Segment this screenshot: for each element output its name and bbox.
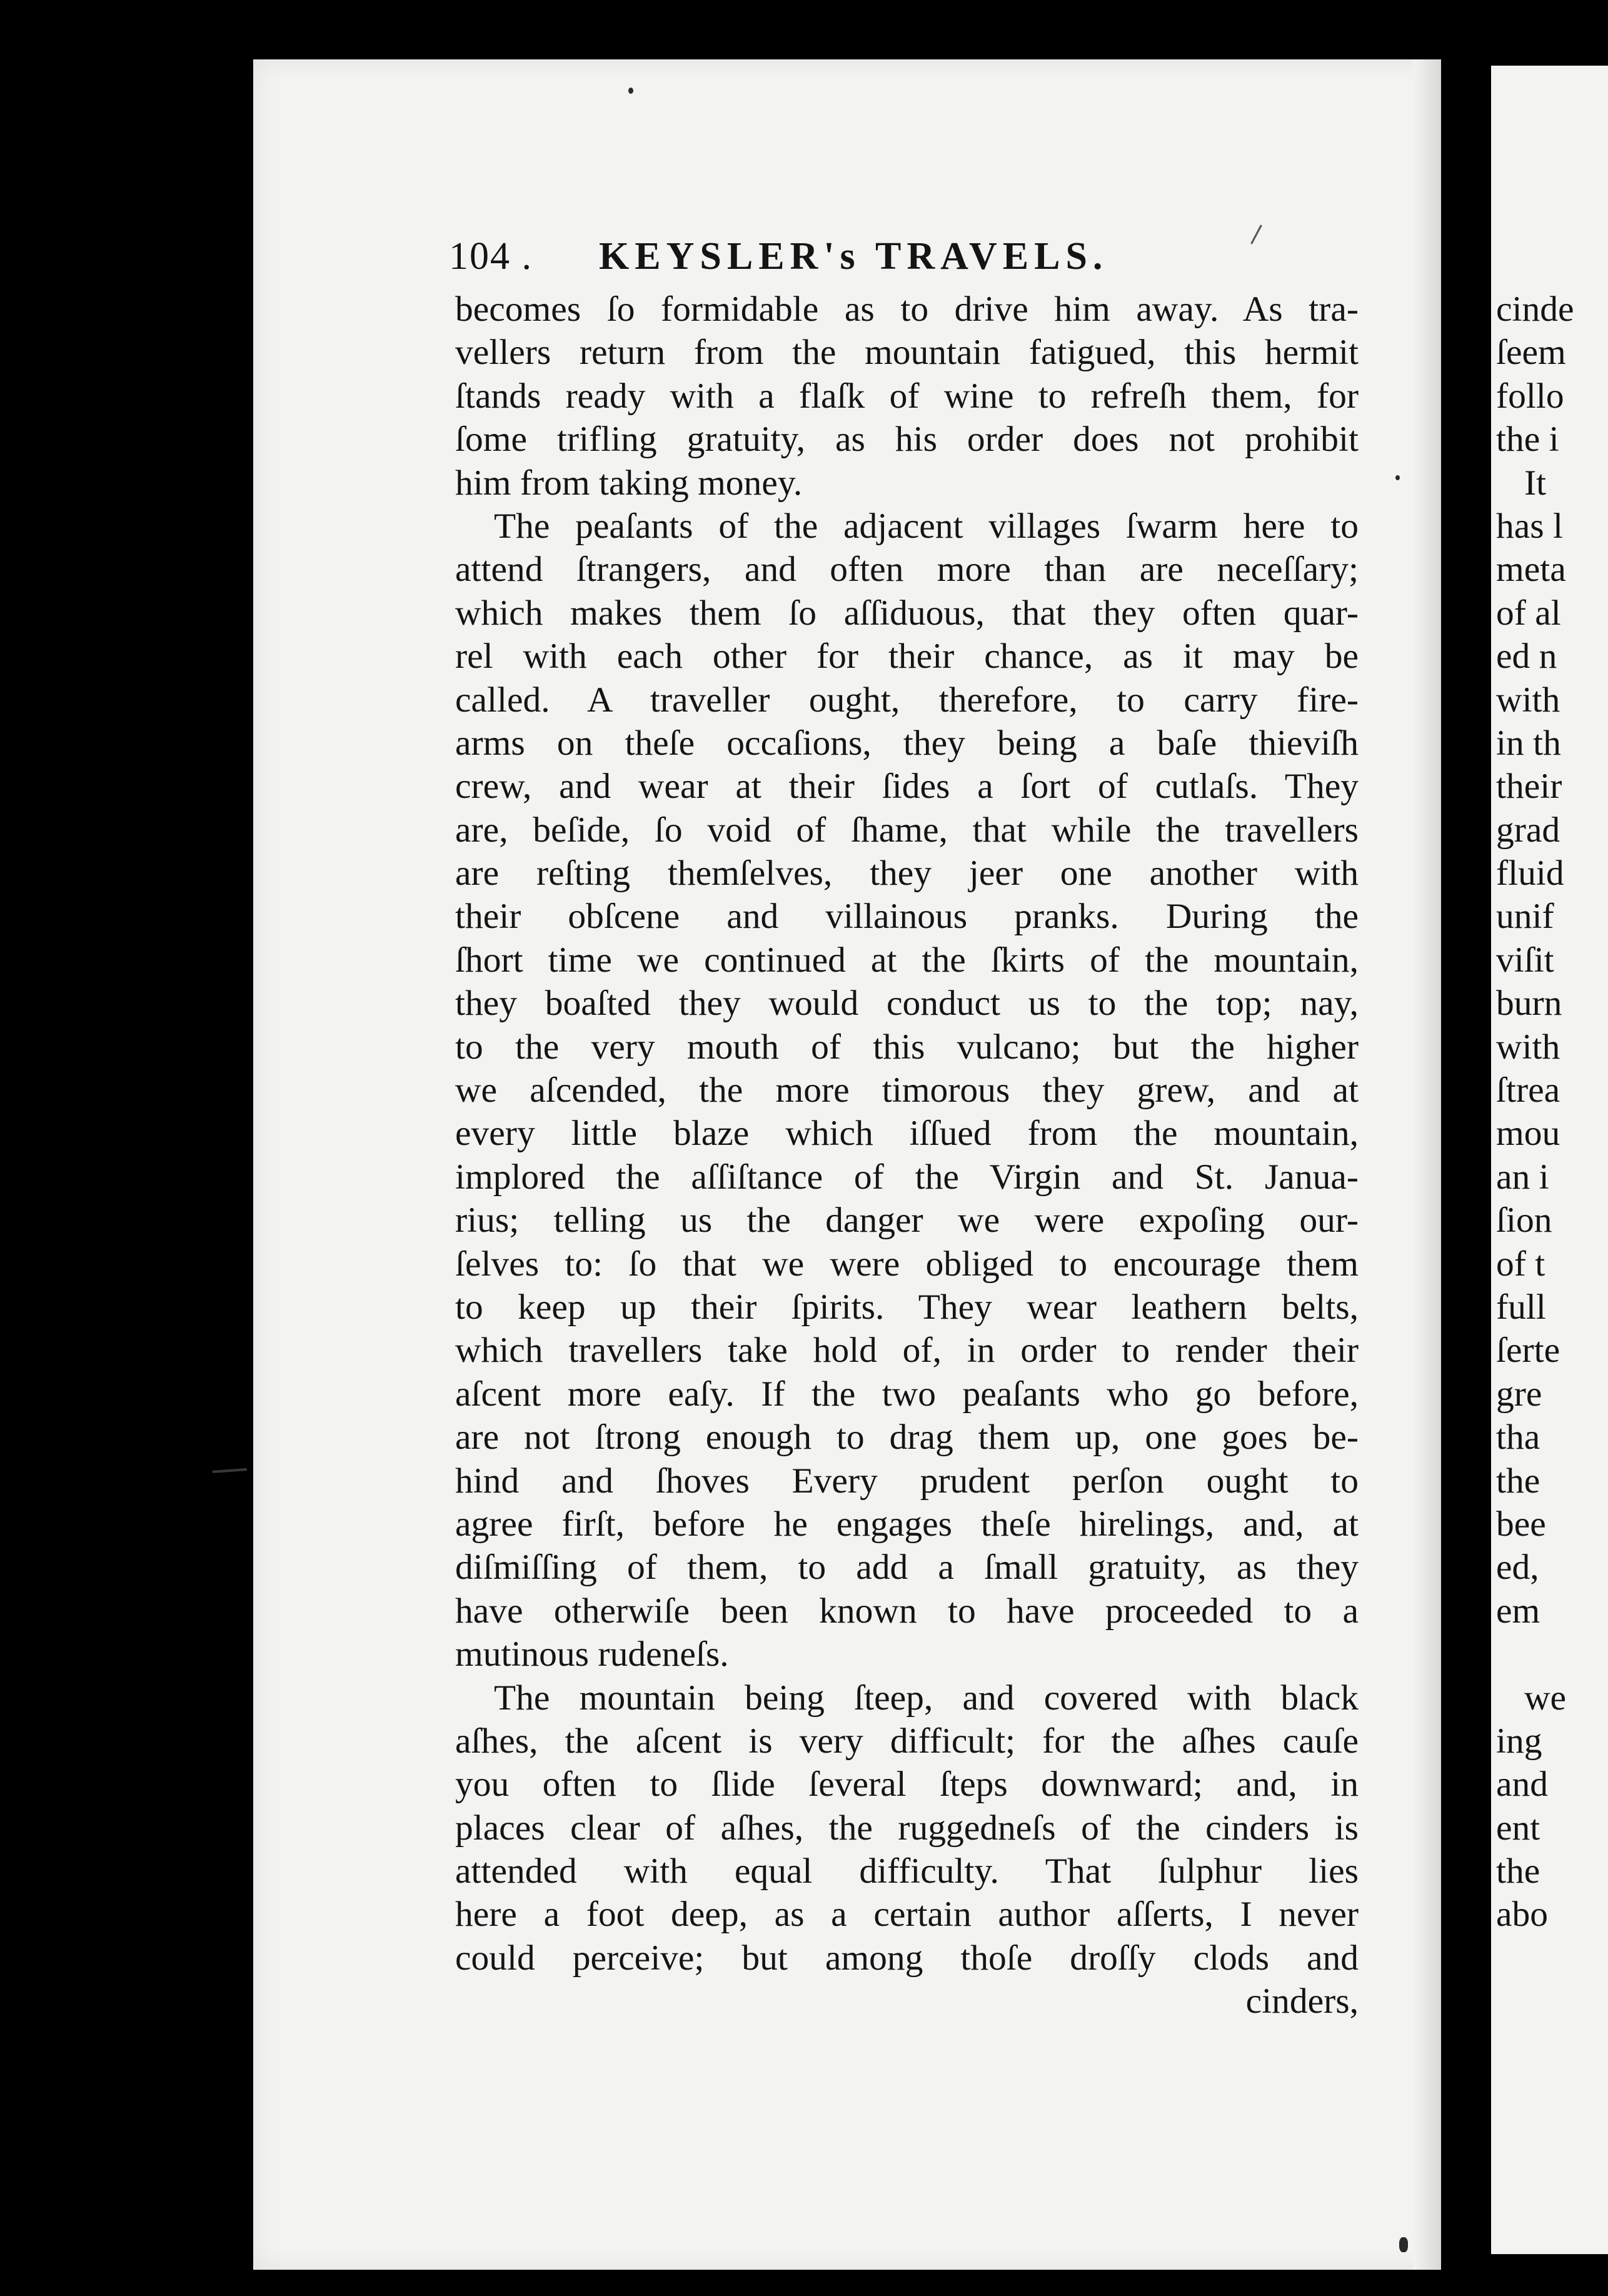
text-line: ſeem xyxy=(1496,333,1566,373)
text-line: mutinous rudeneſs. xyxy=(455,1634,729,1674)
text-line: viſit xyxy=(1496,940,1554,980)
text-line: burn xyxy=(1496,984,1562,1024)
text-line: to the very mouth of this vulcano; but the higher xyxy=(455,1027,1359,1067)
text-line: has l xyxy=(1496,506,1563,546)
text-line: you often to ſlide ſeveral ſteps downward; and, in xyxy=(455,1765,1359,1805)
catchword: cinders, xyxy=(1245,1981,1359,2022)
text-line: to keep up their ſpirits. They wear leathern belts, xyxy=(455,1287,1359,1327)
text-line: becomes ſo formidable as to drive him away. As tra- xyxy=(455,290,1359,329)
text-line: which travellers take hold of, in order to render their xyxy=(455,1331,1359,1371)
ink-stroke xyxy=(213,1468,247,1473)
text-line: the xyxy=(1496,1461,1540,1501)
body-text xyxy=(455,288,1359,2023)
running-title: KEYSLER's TRAVELS. xyxy=(599,235,1108,278)
text-line: their xyxy=(1496,767,1562,807)
text-line: have otherwiſe been known to have proceeded to a xyxy=(455,1591,1359,1631)
text-line: rius; telling us the danger we were expoſing our- xyxy=(455,1201,1359,1241)
text-line: and xyxy=(1496,1765,1549,1805)
text-line: ſtands ready with a flaſk of wine to refreſh them, for xyxy=(455,376,1359,416)
ink-speck xyxy=(1395,475,1400,480)
text-line: which makes them ſo aſſiduous, that they often quar- xyxy=(455,593,1359,633)
text-line: their obſcene and villainous pranks. During the xyxy=(455,897,1359,937)
text-line: crew, and wear at their ſides a ſort of cutlaſs. They xyxy=(455,767,1359,807)
text-line: The peaſants of the adjacent villages ſwarm here to xyxy=(494,506,1359,546)
text-line: rel with each other for their chance, as it may be xyxy=(455,637,1359,677)
text-line: full xyxy=(1496,1287,1546,1327)
text-line: The mountain being ſteep, and covered with black xyxy=(494,1678,1359,1718)
text-line: with xyxy=(1496,680,1560,720)
text-line: here a foot deep, as a certain author aſſerts, I never xyxy=(455,1895,1359,1935)
text-line: the i xyxy=(1496,420,1559,460)
text-line: hind and ſhoves Every prudent perſon ought to xyxy=(455,1461,1359,1501)
text-line: gre xyxy=(1496,1374,1542,1414)
text-line: are not ſtrong enough to drag them up, one goes be- xyxy=(455,1417,1359,1458)
text-line: vellers return from the mountain fatigued, this hermit xyxy=(455,333,1359,373)
text-line: attended with equal difficulty. That ſulphur lies xyxy=(455,1851,1359,1891)
ink-speck xyxy=(1399,2237,1408,2252)
text-line: they boaſted they would conduct us to the top; nay, xyxy=(455,984,1359,1024)
page-number: 104 . xyxy=(449,235,533,278)
text-line: abo xyxy=(1496,1895,1549,1935)
text-line: in th xyxy=(1496,723,1561,763)
text-line: of t xyxy=(1496,1244,1545,1284)
text-line: we xyxy=(1524,1678,1567,1718)
text-line: ed, xyxy=(1496,1548,1539,1588)
text-line: ſion xyxy=(1496,1201,1552,1241)
text-line: fluid xyxy=(1496,853,1564,894)
text-line: could perceive; but among thoſe droſſy clods and xyxy=(455,1938,1359,1978)
text-line: It xyxy=(1524,463,1547,503)
text-line: every little blaze which iſſued from the mountain, xyxy=(455,1114,1359,1154)
text-line: grad xyxy=(1496,810,1560,850)
text-line: arms on theſe occaſions, they being a baſe thieviſh xyxy=(455,723,1359,763)
text-line: diſmiſſing of them, to add a ſmall gratuity, as they xyxy=(455,1548,1359,1588)
text-line: em xyxy=(1496,1591,1540,1631)
text-line: implored the aſſiſtance of the Virgin and St. Janua- xyxy=(455,1157,1359,1197)
text-line: cinde xyxy=(1496,290,1574,329)
text-line: ſome trifling gratuity, as his order does not prohibit xyxy=(455,420,1359,460)
text-line: unif xyxy=(1496,897,1554,937)
text-line: an i xyxy=(1496,1157,1549,1197)
text-line: bee xyxy=(1496,1504,1546,1544)
text-line: him from taking money. xyxy=(455,463,803,503)
text-line: ſelves to: ſo that we were obliged to encourage them xyxy=(455,1244,1359,1284)
text-line: with xyxy=(1496,1027,1560,1067)
text-line: agree firſt, before he engages theſe hirelings, and, at xyxy=(455,1504,1359,1544)
text-line: follo xyxy=(1496,376,1564,416)
text-line: ent xyxy=(1496,1808,1540,1848)
text-line: ſhort time we continued at the ſkirts of the mountain, xyxy=(455,940,1359,980)
text-line xyxy=(1496,1633,1608,1676)
text-line: ſtrea xyxy=(1496,1070,1560,1110)
text-line: tha xyxy=(1496,1417,1540,1458)
text-line: called. A traveller ought, therefore, to carry fire- xyxy=(455,680,1359,720)
text-line: meta xyxy=(1496,550,1566,590)
text-line: we aſcended, the more timorous they grew, and at xyxy=(455,1070,1359,1110)
text-line: aſhes, the aſcent is very difficult; for the aſhes cauſe xyxy=(455,1721,1359,1761)
text-line: are reſting themſelves, they jeer one another with xyxy=(455,853,1359,894)
text-line: ing xyxy=(1496,1721,1542,1761)
text-line: the xyxy=(1496,1851,1540,1891)
page-edge-shadow xyxy=(1413,59,1441,2270)
text-line: mou xyxy=(1496,1114,1560,1154)
text-line: aſcent more eaſy. If the two peaſants who go before, xyxy=(455,1374,1359,1414)
adjacent-page-text xyxy=(1496,288,1608,1936)
text-line: attend ſtrangers, and often more than are neceſſary; xyxy=(455,550,1359,590)
text-line: are, beſide, ſo void of ſhame, that while the travellers xyxy=(455,810,1359,850)
text-line: ſerte xyxy=(1496,1331,1560,1371)
text-line: ed n xyxy=(1496,637,1557,677)
text-line: of al xyxy=(1496,593,1561,633)
text-line: places clear of aſhes, the ruggedneſs of the cinders is xyxy=(455,1808,1359,1848)
ink-speck xyxy=(628,88,633,94)
page-header xyxy=(449,228,1362,284)
